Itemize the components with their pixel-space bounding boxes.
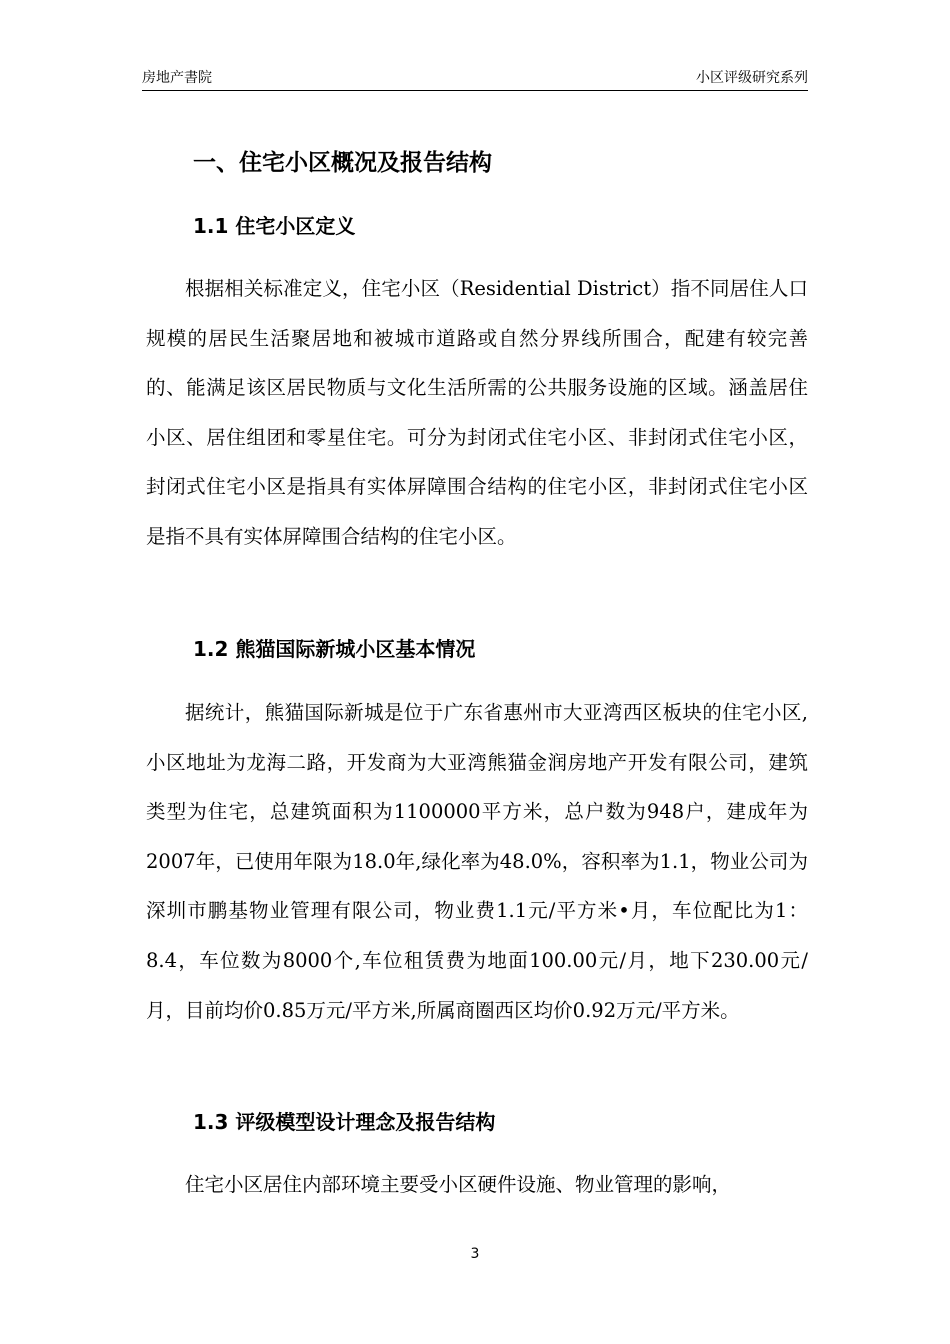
section-1-1-title: 1.1 住宅小区定义 <box>193 214 356 238</box>
page-number: 3 <box>470 1246 480 1262</box>
section-1-2-title: 1.2 熊猫国际新城小区基本情况 <box>193 637 476 661</box>
header-left-text: 房地产書院 <box>142 70 212 86</box>
page-header <box>142 66 808 91</box>
section-1-3-body: 住宅小区居住内部环境主要受小区硬件设施、物业管理的影响， <box>185 1173 732 1196</box>
section-1-3-title: 1.3 评级模型设计理念及报告结构 <box>193 1110 496 1134</box>
header-right-text: 小区评级研究系列 <box>696 70 808 86</box>
section-1-2-body: 据统计，熊猫国际新城是位于广东省惠州市大亚湾西区板块的住宅小区,小区地址为龙海二路，开发商为大亚湾熊猫金润房地产开发有限公司，建筑类型为住宅，总建筑面积为1100000平方米，总户数为948户，建成年为2007年，已使用年限为18.0年,绿化率为48.0%，容积率为1.1，物业公司为深圳市鹏基物业管理有限公司，物业费1.1元/平方米•月，车位配比为1：8.4，车位数为8000个,车位租赁费为地面100.00元/月，地下230.00元/月，目前均价0.85万元/平方米,所属商圈西区均价0.92万元/平方米。 <box>146 701 808 1022</box>
section-1-title: 一、住宅小区概况及报告结构 <box>193 150 492 176</box>
section-1-1-body: 根据相关标准定义，住宅小区（Residential District）指不同居住人口规模的居民生活聚居地和被城市道路或自然分界线所围合，配建有较完善的、能满足该区居民物质与文化生活所需的公共服务设施的区域。涵盖居住小区、居住组团和零星住宅。可分为封闭式住宅小区、非封闭式住宅小区，封闭式住宅小区是指具有实体屏障围合结构的住宅小区，非封闭式住宅小区是指不具有实体屏障围合结构的住宅小区。 <box>146 277 808 548</box>
